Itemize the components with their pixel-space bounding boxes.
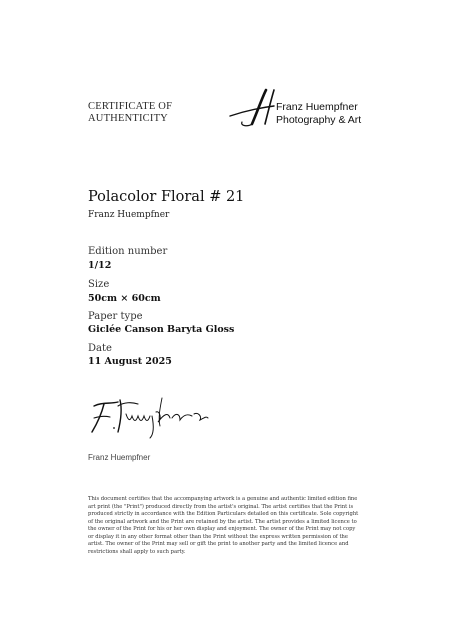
size-value: 50cm × 60cm <box>88 293 161 304</box>
handwritten-signature <box>88 392 218 442</box>
logo-text <box>276 101 361 127</box>
certificate-heading-line2: AUTHENTICITY <box>88 113 168 124</box>
size-label: Size <box>88 279 110 290</box>
paper-type-label: Paper type <box>88 311 143 322</box>
certificate-heading-line1: CERTIFICATE OF <box>88 101 173 112</box>
certificate-heading <box>88 101 172 125</box>
signature-name: Franz Huempfner <box>88 453 151 462</box>
legal-statement: This document certifies that the accompanying artwork is a genuine and authentic limited edition fine art print (the "Print") produced directly from the artist's original. The artist certifies that the Print is produced strictly in accordance with the Edition Particulars detailed on this certificate. Sole copyright of the original artwork and the Print are retained by the artist. The artist provides a limited licence to the owner of the Print for his or her own display and enjoyment. The owner of the Print may not copy or display it in any other format other than the Print without the express written permission of the artist. The owner of the Print may sell or gift the print to another party and the limited licence and restrictions shall apply to such party. <box>88 496 359 555</box>
artist-name: Franz Huempfner <box>88 210 170 220</box>
artwork-title: Polacolor Floral # 21 <box>88 189 245 205</box>
paper-type-value: Giclée Canson Baryta Gloss <box>88 324 235 335</box>
logo-line2: Photography & Art <box>276 114 362 126</box>
date-value: 11 August 2025 <box>88 356 172 367</box>
edition-number-value: 1/12 <box>88 260 112 271</box>
logo-line1: Franz Huempfner <box>276 101 358 113</box>
date-label: Date <box>88 343 112 354</box>
edition-number-label: Edition number <box>88 246 168 257</box>
